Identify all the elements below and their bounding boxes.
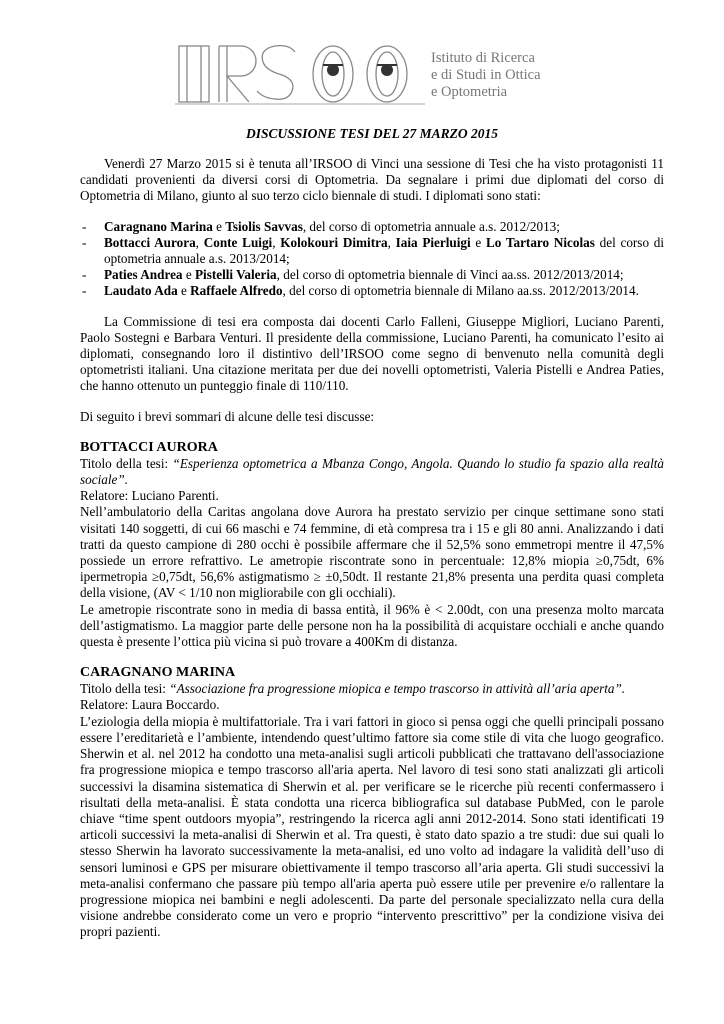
graduate-name: Lo Tartaro Nicolas: [486, 234, 595, 250]
logo-line: e Optometria: [431, 84, 508, 100]
document-title: DISCUSSIONE TESI DEL 27 MARZO 2015: [246, 126, 498, 141]
thesis-speaker: Relatore: Luciano Parenti.: [80, 488, 219, 504]
commission-paragraph: La Commissione di tesi era composta dai docenti Carlo Falleni, Giuseppe Migliori, Luciano Parenti, Paolo Sostegni e Barbara Venturi. Il presidente della commissione, Luciano Parenti, ha comunicato l’esito ai diplomati, consegnando loro il distintivo dell’IRSOO come segno di benvenuto nella comunità degli optometristi italiani. Una citazione meritata per due dei novelli optometristi, Valeria Pistelli e Andrea Paties, che hanno ottenuto un punteggio finale di 110/110.: [80, 313, 664, 394]
thesis-paragraph: Le ametropie riscontrate sono in media di bassa entità, il 96% è < 2.00dt, con una presenza molto marcata dell’astigmatismo. La maggior parte delle persone non ha la possibilità di acquistare occhiali e anche quando questa è presente l’ottica più vicina si può trovare a 400Km di distanza.: [80, 601, 664, 650]
graduate-name: Bottacci Aurora: [104, 234, 196, 250]
thesis-section: [80, 439, 664, 650]
graduate-name: Tsiolis Savvas: [225, 218, 303, 234]
thesis-section: [80, 664, 664, 940]
graduate-name: Kolokouri Dimitra: [280, 234, 388, 250]
irsoo-logo-icon: [175, 40, 425, 108]
separator: ,: [195, 234, 204, 250]
separator: ,: [272, 234, 281, 250]
graduate-item: [80, 267, 664, 283]
graduate-item: [80, 283, 664, 299]
course-info: del corso di optometria annuale a.s. 2013/2014;: [104, 234, 665, 267]
graduate-item: [80, 219, 664, 235]
separator: e: [177, 283, 191, 299]
graduate-name: Raffaele Alfredo: [190, 283, 283, 299]
course-info: , del corso di optometria biennale di Vinci aa.ss. 2012/2013/2014;: [276, 267, 624, 283]
logo-line: Istituto di Ricerca: [431, 50, 535, 66]
graduates-list: [80, 219, 664, 300]
thesis-paragraph: Nell’ambulatorio della Caritas angolana dove Aurora ha prestato servizio per cinque settimane sono stati visitati 140 soggetti, di cui 66 maschi e 74 femmine, di età compresa tra i 15 e gli 80 anni. Analizzando i dati tratti da questo campione di 280 occhi è possibile affermare che il 52,5% sono emmetropi mentre il 47,5% possiede un errore refrattivo. Le ametropie riscontrate sono in percentuale: 12,8% miopia ≥0,75dt, 6% ipermetropia ≥0,75dt, 56,6% astigmatismo ≥ ±0,50dt. Il restante 21,8% presenta una perdita quasi completa della visione, (AV < 1/10 non migliorabile con gli occhiali).: [80, 504, 664, 601]
graduate-name: Conte Luigi: [203, 234, 273, 250]
graduate-item: [80, 235, 664, 267]
graduate-name: Pistelli Valeria: [194, 267, 277, 283]
thesis-paragraph: L’eziologia della miopia è multifattoriale. Tra i vari fattori in gioco si pensa oggi che quelli principali possano essere l’ereditarietà e l’ambiente, intendendo quest’ultimo fattore sia come stile di vita che luogo geografico. Sherwin et al. nel 2012 ha condotto una meta-analisi sugli articoli pubblicati che trattavano dell'associazione fra progressione miopica e tempo trascorso all'aria aperta. Nel lavoro di tesi sono stati analizzati gli articoli successivi la disamina sistematica di Sherwin et al. per verificare se le ricerche più recenti confermassero i risultati della meta-analisi. È stata condotta una ricerca bibliografica sul database PubMed, con le parole chiave “time spent outdoors myopia”, restringendo la ricerca agli anni 2012-2014. Sono stati identificati 19 articoli successivi la meta-analisi di Sherwin et al. Tra questi, è stato dato spazio a tre studi: due sui quali lo stesso Sherwin ha lavorato successivamente la meta-analisi, ed uno volto ad indagare la validità dell’uso di sensori luminosi e GPS per misurare obiettivamente il tempo trascorso all’aria aperta. Gli studi successivi la meta-analisi confermano che passare più tempo all'aria aperta può essere utile per prevenire e/o rallentare la progressione miopica nei bambini e negli adolescenti. Da parte del personale specializzato nella cura della visione andrebbe considerato come un vero e proprio “intervento prescrittivo” per la condizione visiva dei propri pazienti.: [80, 713, 664, 940]
thesis-title-text: “Esperienza optometrica a Mbanza Congo, Angola. Quando lo studio fa spazio alla realtà sociale”.: [80, 455, 664, 488]
graduate-name: Paties Andrea: [104, 267, 183, 283]
document-page: [80, 40, 664, 941]
irsoo-logo: [175, 40, 664, 112]
thesis-title: [80, 681, 664, 697]
logo-institute-name: [431, 50, 541, 101]
thesis-author: CARAGNANO MARINA: [80, 665, 236, 681]
course-info: , del corso di optometria biennale di Milano aa.ss. 2012/2013/2014.: [282, 283, 639, 299]
separator: ,: [387, 234, 396, 250]
separator: e: [470, 234, 487, 250]
thesis-title-label: Titolo della tesi:: [80, 681, 170, 697]
logo-line: e di Studi in Ottica: [431, 67, 541, 83]
thesis-title-text: “Associazione fra progressione miopica e tempo trascorso in attività all’aria aperta”.: [169, 681, 626, 697]
graduate-name: Caragnano Marina: [104, 218, 213, 234]
separator: e: [212, 218, 226, 234]
thesis-speaker: Relatore: Laura Boccardo.: [80, 697, 220, 713]
thesis-title: [80, 456, 664, 488]
course-info: , del corso di optometria annuale a.s. 2012/2013;: [302, 218, 560, 234]
graduate-name: Iaia Pierluigi: [395, 234, 471, 250]
intro-paragraph: Venerdì 27 Marzo 2015 si è tenuta all’IRSOO di Vinci una sessione di Tesi che ha visto protagonisti 11 candidati provenienti da diversi corsi di Optometria. Da segnalare i primi due diplomati del corso di Optometria di Milano, giunto al suo terzo ciclo biennale di studi. I diplomati sono stati:: [80, 156, 664, 204]
summaries-intro: Di seguito i brevi sommari di alcune delle tesi discusse:: [80, 408, 375, 424]
separator: e: [182, 267, 195, 283]
graduate-name: Laudato Ada: [104, 283, 178, 299]
thesis-author: BOTTACCI AURORA: [80, 439, 218, 455]
thesis-title-label: Titolo della tesi:: [80, 455, 173, 471]
